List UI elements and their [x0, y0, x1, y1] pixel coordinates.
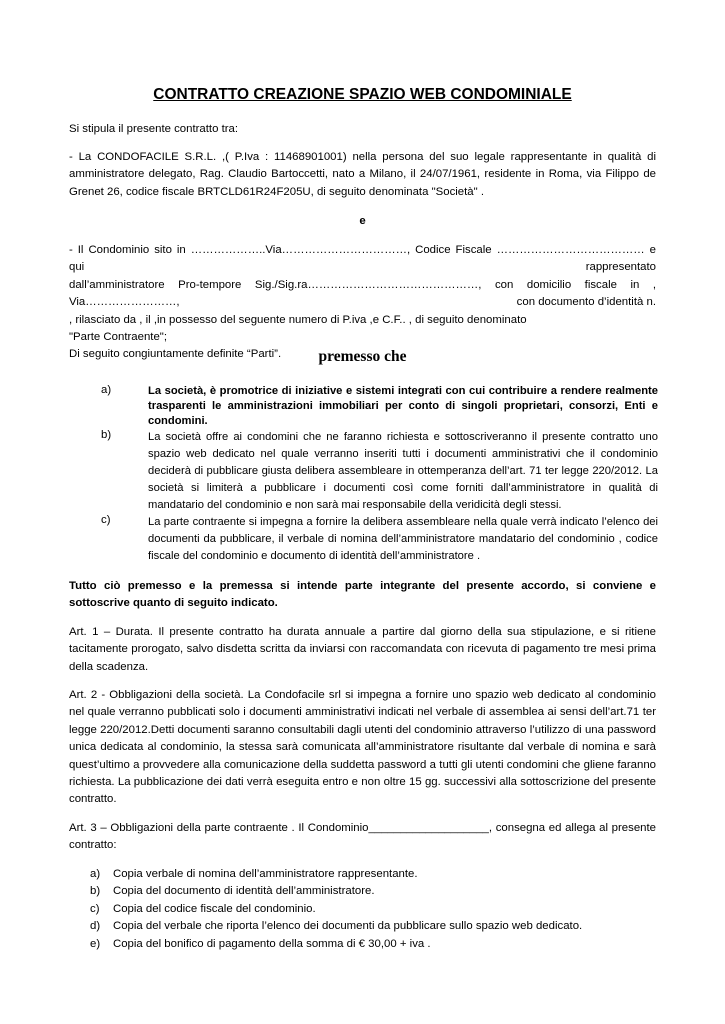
list-item: c) Copia del codice fiscale del condominio.: [90, 902, 316, 915]
intro-text: Si stipula il presente contratto tra:: [69, 123, 239, 135]
party2-line-4: , rilasciato da , il ,in possesso del seguente numero di P.iva ,e C.F.. , di seguito denominato: [69, 313, 527, 326]
premessa-letter-c: c): [101, 514, 111, 526]
premessa-a: La società, è promotrice di iniziative e sistemi integrati con cui contribuire a rendere realmente trasparenti le amministrazioni immobiliari per conto di singoli proprietari, consorzi, Enti e condomini.: [148, 385, 658, 427]
document-title: CONTRATTO CREAZIONE SPAZIO WEB CONDOMINIALE: [153, 86, 572, 103]
party2-line-6: Di seguito congiuntamente definite “Parti”.: [69, 348, 282, 361]
party2-line-1: - Il Condominio sito in ………………..Via……………………………, Codice Fiscale ………………………………… e qui rappresentato: [69, 244, 656, 274]
party2-line-3: [69, 294, 656, 311]
article-3: Art. 3 – Obbligazioni della parte contraente . Il Condominio___________________, consegna ed allega al presente contratto:: [69, 822, 656, 852]
premessa-c: La parte contraente si impegna a fornire la delibera assembleare nella quale verrà indicato l’elenco dei documenti da pubblicare, il verbale di nomina dell’amministratore mandatario del condominio , codice fiscale del condominio e documento di identità dell’amministratore .: [148, 516, 658, 562]
allegati-list: [90, 866, 650, 953]
conjunction-e: e: [359, 215, 366, 227]
premessa-letter-a: a): [101, 384, 112, 396]
party2-line-2: dall’amministratore Pro-tempore Sig./Sig.ra………………………………………, con domicilio fiscale in ,: [69, 278, 656, 291]
list-item: b) Copia del documento di identità dell’amministratore.: [90, 885, 375, 898]
article-2: Art. 2 - Obbligazioni della società. La Condofacile srl si impegna a fornire uno spazio web dedicato al condominio nel quale verranno pubblicati solo i documenti amministrativi indicati nel verbale di assemblea ai sensi dell’art.71 ter legge 220/2012.Detti documenti saranno consultabili dagli utenti del condominio attraverso l’utilizzo di una password unica dedicata al condominio, la stessa sarà comunicata all’amministratore risultante dal verbale di nomina e sarà quest’ultimo a provvedere alla comunicazione della suddetta password a tutti gli utenti condomini che gliene faranno richiesta. La pubblicazione dei dati verrà eseguita entro e non oltre 15 gg. successivi alla sottoscrizione del presente contratto.: [69, 689, 656, 806]
list-item: d) Copia del verbale che riporta l’elenco dei documenti da pubblicare sullo spazio web dedicato.: [90, 920, 583, 933]
list-item: e) Copia del bonifico di pagamento della somma di € 30,00 + iva .: [90, 937, 431, 950]
article-1: Art. 1 – Durata. Il presente contratto ha durata annuale a partire dal giorno della sua stipulazione, e si ritiene tacitamente prorogato, salvo disdetta scritta da inviarsi con raccomandata con ricevuta di pagamento tre mesi prima della scadenza.: [69, 626, 656, 673]
tutto-premesso: Tutto ciò premesso e la premessa si intende parte integrante del presente accordo, si conviene e sottoscrive quanto di seguito indicato.: [69, 580, 656, 610]
party-condofacile: - La CONDOFACILE S.R.L. ,( P.Iva : 11468901001) nella persona del suo legale rappresentante in qualità di amministratore delegato, Rag. Claudio Bartoccetti, nato a Milano, il 24/07/1961, residente in Roma, via Filippo de Grenet 26, codice fiscale BRTCLD61R24F205U, di seguito denominata "Società" .: [69, 151, 656, 198]
party2-via: Via……………………,: [69, 296, 180, 309]
premessa-letter-b: b): [101, 429, 112, 441]
party2-line-5: "Parte Contraente";: [69, 331, 167, 344]
premessa-b: La società offre ai condomini che ne faranno richiesta e sottoscriveranno il presente contratto uno spazio web dedicato nel quale verranno inseriti tutti i documenti amministrativi che il condominio deciderà di pubblicare giusta delibera assembleare in ottemperanza dell’art. 71 ter legge 220/2012. La società si limiterà a pubblicare i documenti così come forniti dall’amministratore in qualità di mandatario del condominio e non sarà mai responsabile della veridicità degli stessi.: [148, 431, 658, 511]
party2-document: con documento d’identità n.: [516, 296, 656, 309]
party-condominio: [69, 242, 656, 364]
premesso-heading: premesso che: [318, 348, 407, 365]
list-item: a) Copia verbale di nomina dell’amministratore rappresentante.: [90, 868, 418, 880]
